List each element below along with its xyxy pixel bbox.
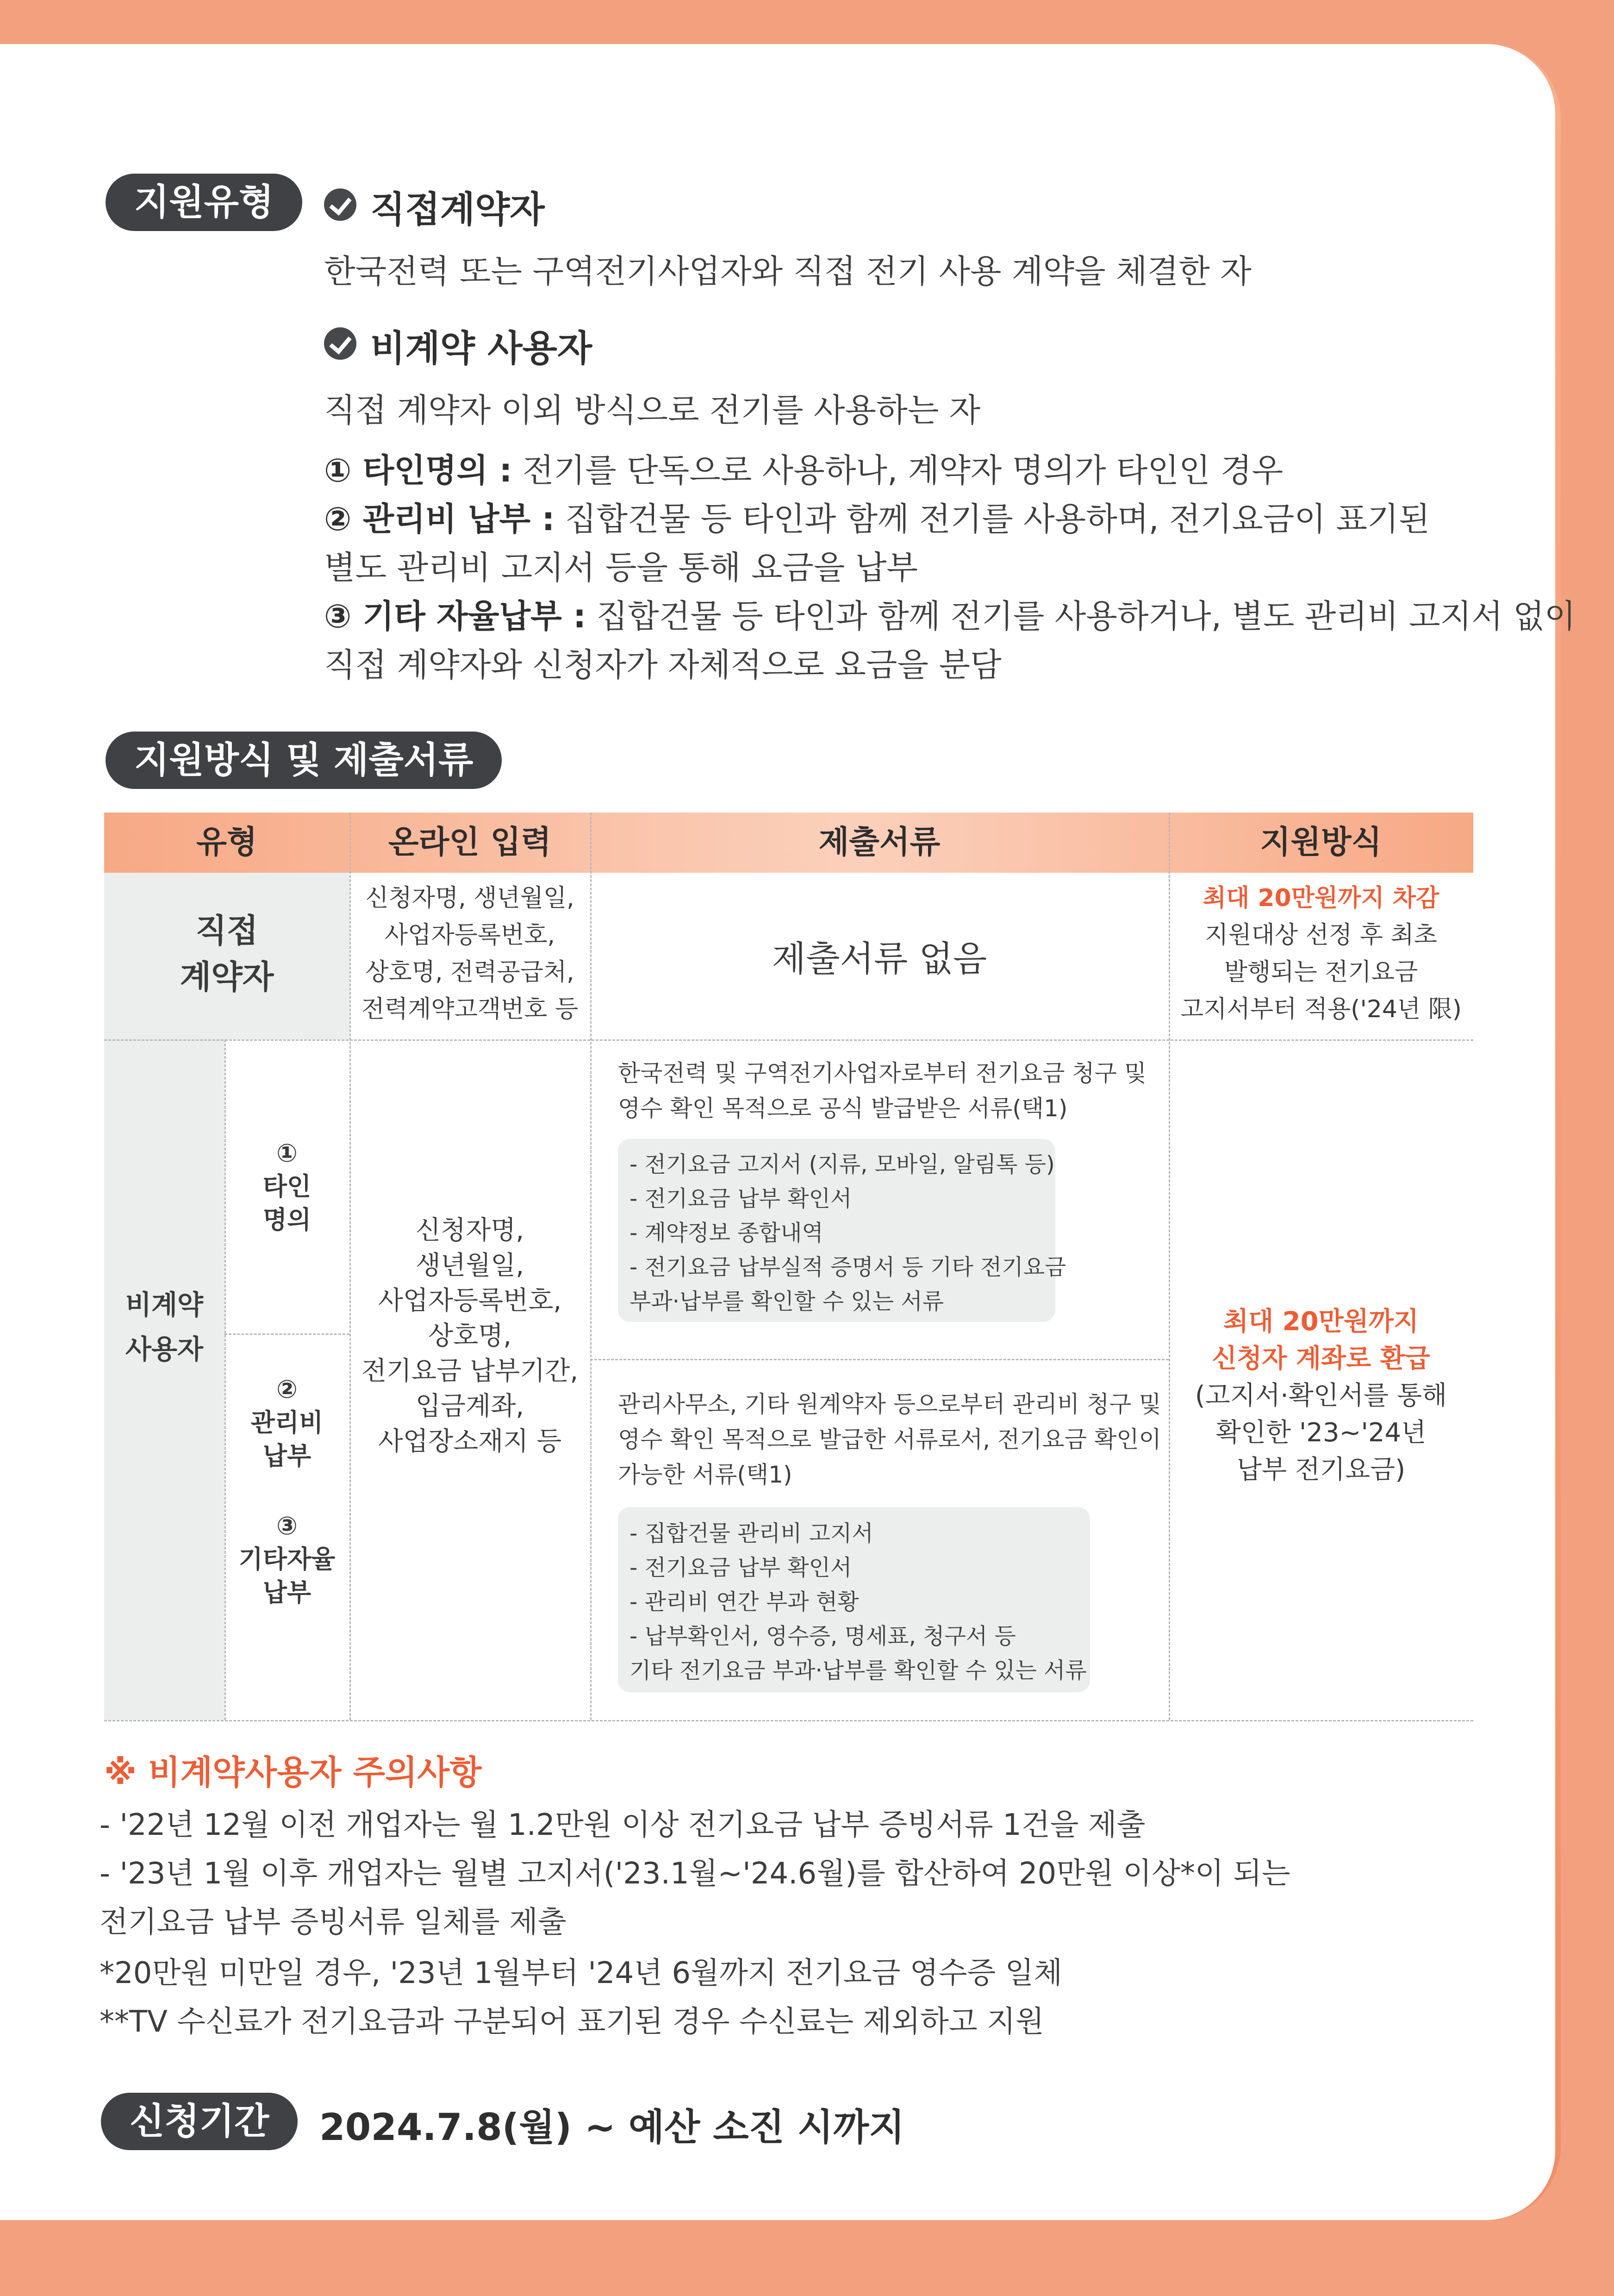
notice-title: ※ 비계약사용자 주의사항: [104, 1753, 482, 1792]
sub-type-1: ① 타인 명의: [262, 1139, 312, 1234]
check-icon: [324, 327, 356, 360]
row-divider: [104, 1039, 1473, 1041]
notice-line: - '23년 1월 이후 개업자는 월별 고지서('23.1월~'24.6월)를 합산하여 20만원 이상*이 되는: [100, 1857, 1290, 1891]
header-online: 온라인 입력: [388, 824, 552, 861]
non-contract-item-2-cont: 별도 관리비 고지서 등을 통해 요금을 납부: [324, 549, 918, 587]
docs1-list: - 전기요금 고지서 (지류, 모바일, 알림톡 등) - 전기요금 납부 확인서 - 계약정보 종합내역 - 전기요금 납부실적 증명서 등 기타 전기요금 부과·납부를 확인할 수 있는 서류: [629, 1151, 1066, 1314]
check-icon: [324, 188, 356, 221]
row-divider: [590, 1359, 1169, 1360]
row-direct-online: 신청자명, 생년월일, 사업자등록번호, 상호명, 전력공급처, 전력계약고객번호 등: [361, 884, 579, 1023]
header-docs: 제출서류: [818, 824, 941, 861]
non-contract-item-3-cont: 직접 계약자와 신청자가 자체적으로 요금을 분담: [324, 646, 1002, 684]
support-type-badge: 지원유형: [106, 174, 302, 231]
docs1-intro: 한국전력 및 구역전기사업자로부터 전기요금 청구 및 영수 확인 목적으로 공식 발급받은 서류(택1): [618, 1060, 1147, 1122]
row-divider: [104, 1720, 1473, 1721]
period-badge: 신청기간: [101, 2093, 298, 2150]
non-contract-item-3: ③ 기타 자율납부 : 집합건물 등 타인과 함께 전기를 사용하거나, 별도 관리비 고지서 없이: [324, 597, 1576, 635]
row-divider: [224, 1333, 349, 1335]
row-non-support: 최대 20만원까지 신청자 계좌로 환급 (고지서·확인서를 통해 확인한 '23~'24년 납부 전기요금): [1195, 1307, 1447, 1485]
non-contract-item-2: ② 관리비 납부 : 집합건물 등 타인과 함께 전기를 사용하며, 전기요금이 표기된: [324, 500, 1430, 538]
sub-type-2: ② 관리비 납부: [250, 1375, 324, 1470]
notice-line: - '22년 12월 이전 개업자는 월 1.2만원 이상 전기요금 납부 증빙서류 1건을 제출: [100, 1808, 1146, 1842]
header-type: 유형: [196, 824, 257, 861]
notice-line: **TV 수신료가 전기요금과 구분되어 표기된 경우 수신료는 제외하고 지원: [100, 2005, 1044, 2039]
row-direct-docs: 제출서류 없음: [772, 938, 987, 979]
docs2-list: - 집합건물 관리비 고지서 - 전기요금 납부 확인서 - 관리비 연간 부과 현황 - 납부확인서, 영수증, 명세표, 청구서 등 기타 전기요금 부과·납부를 확인할 수 있는 서류: [629, 1520, 1087, 1683]
row-non-type-bg: [104, 1039, 224, 1720]
non-contract-desc: 직접 계약자 이외 방식으로 전기를 사용하는 자: [324, 391, 981, 429]
non-contract-title: 비계약 사용자: [370, 328, 592, 369]
row-direct-support: 최대 20만원까지 차감 지원대상 선정 후 최초 발행되는 전기요금 고지서부터 적용('24년 限): [1180, 884, 1462, 1023]
direct-desc: 한국전력 또는 구역전기사업자와 직접 전기 사용 계약을 체결한 자: [324, 252, 1252, 290]
row-non-online: 신청자명, 생년월일, 사업자등록번호, 상호명, 전기요금 납부기간, 입금계좌, 사업장소재지 등: [361, 1215, 579, 1457]
direct-title: 직접계약자: [370, 189, 545, 231]
row-non-type: 비계약 사용자: [125, 1289, 204, 1365]
table-header: [104, 813, 1473, 873]
non-contract-item-1: ① 타인명의 : 전기를 단독으로 사용하나, 계약자 명의가 타인인 경우: [324, 451, 1284, 489]
notice-line: *20만원 미만일 경우, '23년 1월부터 '24년 6월까지 전기요금 영수증 일체: [100, 1956, 1063, 1990]
page-sheet: [0, 44, 1555, 2220]
header-support: 지원방식: [1260, 824, 1382, 861]
row-direct-type: 직접 계약자: [180, 912, 274, 996]
sub-type-3: ③ 기타자율 납부: [238, 1511, 336, 1607]
method-badge: 지원방식 및 제출서류: [106, 732, 502, 789]
period-text: 2024.7.8(월) ~ 예산 소진 시까지: [319, 2106, 905, 2149]
notice-line: 전기요금 납부 증빙서류 일체를 제출: [100, 1905, 567, 1939]
docs2-intro: 관리사무소, 기타 원계약자 등으로부터 관리비 청구 및 영수 확인 목적으로 발급한 서류로서, 전기요금 확인이 가능한 서류(택1): [618, 1391, 1161, 1488]
